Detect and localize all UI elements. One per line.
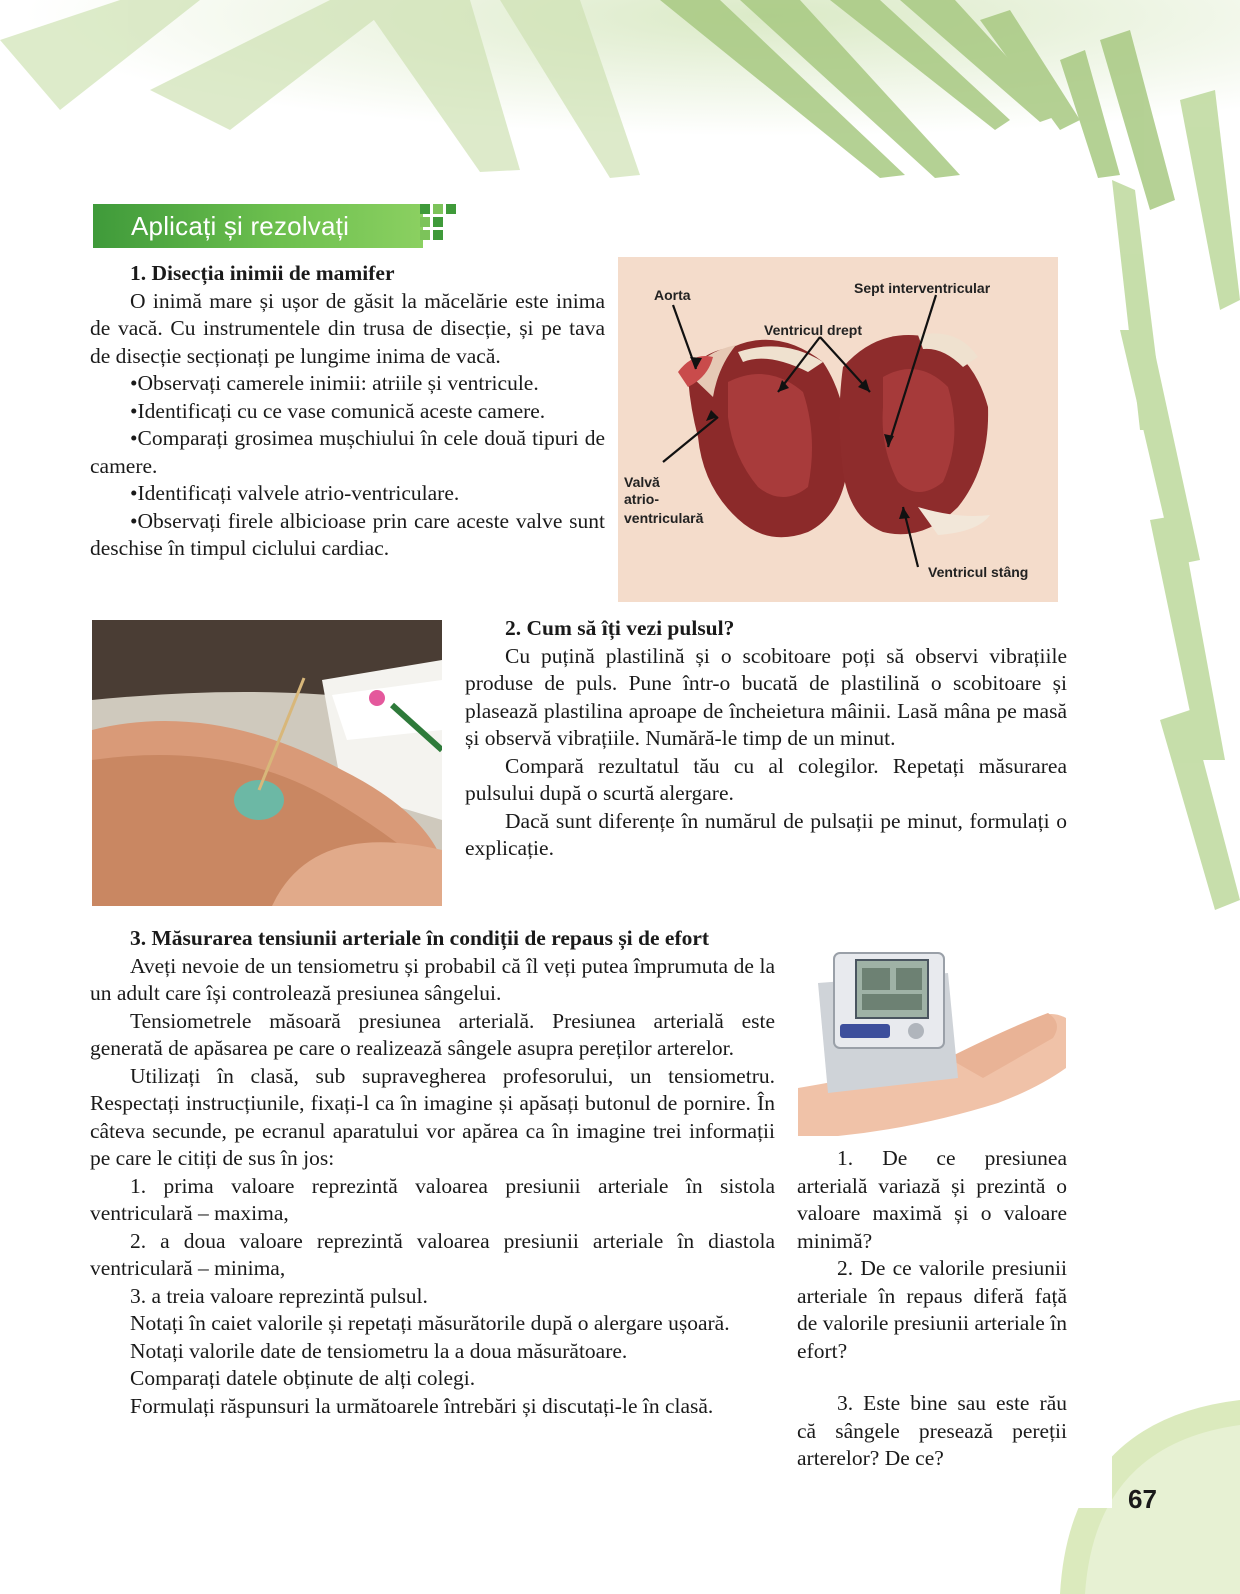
section-1-bullet: •Identificați cu ce vase comunică aceste camere.: [130, 398, 546, 423]
section-2-paragraph: Dacă sunt diferențe în numărul de pulsații pe minut, formulați o explicație.: [465, 808, 1067, 860]
section-3-heading: 3. Măsurarea tensiunii arteriale în condiții de repaus și de efort: [130, 926, 710, 950]
section-1-bullet: •Observați firele albicioase prin care aceste valve sunt deschise în timpul ciclului cardiac.: [90, 508, 605, 560]
question-item: 3. Este bine sau este rău că sângele presează pereții arterelor? De ce?: [797, 1391, 1067, 1470]
section-1-heading: 1. Disecția inimii de mamifer: [130, 261, 395, 285]
section-1-bullet: •Identificați valvele atrio-ventriculare.: [130, 481, 460, 505]
heart-dissection-figure: [618, 257, 1058, 602]
banner-title: Aplicați și rezolvați: [131, 210, 350, 241]
label-valva: ventriculară: [624, 510, 704, 526]
heart-left-half: [678, 340, 847, 538]
page-number: 67: [1128, 1484, 1157, 1514]
section-2-text: [465, 615, 1067, 863]
section-1-text: [90, 260, 605, 563]
question-item: 2. De ce valorile presiunii arteriale în repaus diferă față de valorile presiunii arteriale în efort?: [797, 1256, 1067, 1363]
section-3-paragraph: Notați valorile date de tensiometru la a doua măsurătoare.: [130, 1338, 628, 1363]
label-ventricul-stang: Ventricul stâng: [928, 564, 1029, 580]
section-1-bullet: •Comparați grosimea mușchiului în cele două tipuri de camere.: [90, 426, 605, 478]
section-3-paragraph: Utilizați în clasă, sub supravegherea profesorului, un tensiometru. Respectați instrucțiunile, fixați-l ca în imagine și apăsați butonul de pornire. În câteva secunde, pe ecranul aparatului vor apărea ca în imagine trei informații pe care le citiți de sus în jos:: [90, 1063, 775, 1170]
section-2-paragraph: Cu puțină plastilină și o scobitoare poți să observi vibrațiile produse de puls. Pune într-o bucată de plastilină o scobitoare și plasează plastilina aproape de încheietura mâinii. Lasă mâna pe masă și observă vibrațiile. Numără-le timp de un minut.: [465, 643, 1067, 750]
section-1-intro: O inimă mare și ușor de găsit la măcelărie este inima de vacă. Cu instrumentele din trusa de disecție, și pe tava de disecție secționați pe lungime inima de vacă.: [90, 288, 605, 368]
label-ventricul-drept: Ventricul drept: [764, 322, 863, 338]
questions-column: [797, 1145, 1067, 1473]
section-1-bullet: •Observați camerele inimii: atriile și ventricule.: [130, 371, 539, 395]
section-3-list-item: 2. a doua valoare reprezintă valoarea presiunii arteriale în diastola ventriculară – minima,: [90, 1228, 775, 1280]
section-3-paragraph: Comparați datele obținute de alți colegi.: [130, 1366, 476, 1390]
section-2-heading: 2. Cum să îți vezi pulsul?: [505, 616, 735, 640]
label-aorta: Aorta: [654, 287, 691, 303]
label-valva: Valvă: [624, 474, 660, 490]
section-3-paragraph: Aveți nevoie de un tensiometru și probabil că îl veți putea împrumuta de la un adult care își controlează presiunea sângelui.: [90, 953, 775, 1005]
question-item: 1. De ce presiunea arterială variază și prezintă o valoare maximă și o valoare minimă?: [797, 1146, 1067, 1253]
section-3-list-item: 1. prima valoare reprezintă valoarea presiunii arteriale în sistola ventriculară – maxima,: [90, 1173, 775, 1225]
section-banner: [93, 204, 423, 248]
wrist-tensiometer-photo: [798, 928, 1068, 1136]
pulse-experiment-photo: [92, 620, 442, 906]
section-3-list-item: 3. a treia valoare reprezintă pulsul.: [130, 1283, 428, 1308]
label-sept-interventricular: Sept interventricular: [854, 280, 991, 296]
section-3-paragraph: Formulați răspunsuri la următoarele întrebări și discutați-le în clasă.: [130, 1393, 714, 1418]
section-2-paragraph: Compară rezultatul tău cu al colegilor. Repetați măsurarea pulsului după o scurtă alergare.: [465, 753, 1067, 805]
section-3-paragraph: Notați în caiet valorile și repetați măsurătorile după o alergare ușoară.: [130, 1311, 730, 1335]
section-3-paragraph: Tensiometrele măsoară presiunea arterială. Presiunea arterială este generată de apăsarea pe care o realizează sângele asupra pereților arterelor.: [90, 1008, 775, 1060]
section-3-text: [90, 925, 775, 1420]
label-valva: atrio-: [624, 491, 659, 507]
